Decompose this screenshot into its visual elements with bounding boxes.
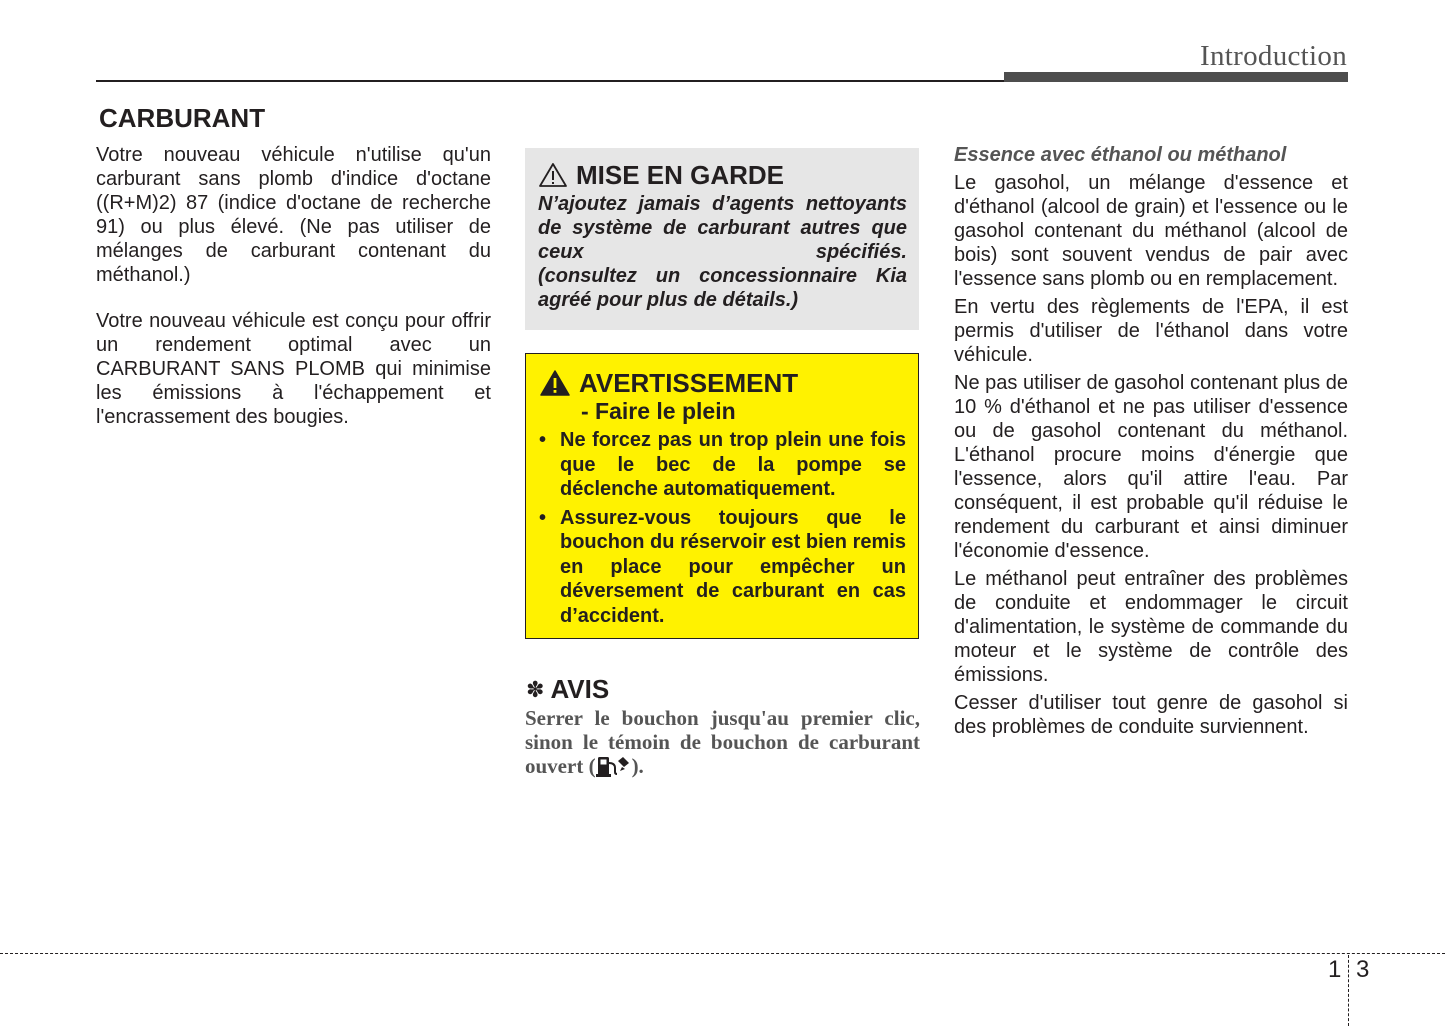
warning-subtitle: - Faire le plein — [581, 398, 736, 424]
page-number: 3 — [1356, 956, 1370, 983]
section-number: 1 — [1328, 956, 1342, 983]
notice-text — [525, 706, 920, 778]
notice-text-main: Serrer le bouchon jusqu'au premier clic, sinon le témoin de bouchon de carburant ouvert ( — [525, 706, 920, 778]
section-title: CARBURANT — [99, 103, 266, 133]
list-item: • Assurez-vous toujours que le bouchon du réservoir est bien remis en place pour empêcher un déversement de carburant en cas d’accident. — [539, 506, 906, 629]
notice-title: AVIS — [550, 674, 610, 704]
notice-header — [526, 674, 609, 705]
caution-box — [525, 148, 919, 330]
list-item: • Ne forcez pas un trop plein une fois que le bec de la pompe se déclenche automatiquement. — [539, 428, 906, 502]
page-number-divider — [1348, 955, 1349, 1026]
paragraph: Cesser d'utiliser tout genre de gasohol si des problèmes de conduite surviennent. — [954, 692, 1348, 738]
paragraph: Votre nouveau véhicule n'utilise qu'un carburant sans plomb d'indice d'octane ((R+M)2) 87 (indice d'octane de recherche 91) ou plus élevé. (Ne pas utiliser de mélanges de carburant contenant du méthanol.) — [96, 144, 491, 286]
warning-list — [539, 428, 906, 628]
header-rule — [96, 80, 1004, 82]
subsection-title: Essence avec éthanol ou méthanol — [954, 144, 1287, 166]
warning-box — [525, 353, 919, 639]
notice-text-end: ). — [631, 754, 644, 778]
footer-divider — [0, 953, 1445, 954]
caution-text-note: (consultez un concessionnaire Kia agréé pour plus de détails.) — [538, 265, 907, 311]
warning-triangle-icon — [539, 369, 571, 397]
column-left — [96, 143, 491, 429]
fuel-cap-open-icon — [596, 755, 632, 777]
warning-title: AVERTISSEMENT — [579, 368, 799, 398]
caution-triangle-icon — [538, 162, 568, 188]
header-bar — [1004, 72, 1348, 82]
paragraph: Le gasohol, un mélange d'essence et d'éthanol (alcool de grain) et l'essence ou le gasohol contenant du méthanol (alcool de bois) sont souvent vendus de pair avec l'essence sans plomb ou en remplacement. — [954, 172, 1348, 290]
caution-text: N’ajoutez jamais d’agents nettoyants de système de carburant autres que ceux spécifiés. — [538, 193, 907, 263]
caution-header — [538, 160, 907, 190]
caution-title: MISE EN GARDE — [576, 160, 785, 190]
header-title: Introduction — [1200, 40, 1347, 72]
notice-star-icon: ✽ — [526, 676, 545, 702]
paragraph: Ne pas utiliser de gasohol contenant plus de 10 % d'éthanol et ne pas utiliser d'essence ou de gasohol contenant du méthanol. L'éthanol procure moins d'énergie que l'essence, alors qu'il attire l'eau. Par conséquent, il est probable qu'il réduise le rendement du carburant et ainsi diminuer l'économie d'essence. — [954, 372, 1348, 562]
paragraph: Le méthanol peut entraîner des problèmes de conduite et endommager le circuit d'alimentation, le système de commande du moteur et le système de contrôle des émissions. — [954, 568, 1348, 686]
column-right — [954, 143, 1348, 743]
paragraph: En vertu des règlements de l'EPA, il est permis d'utiliser de l'éthanol dans votre véhicule. — [954, 296, 1348, 366]
paragraph: Votre nouveau véhicule est conçu pour offrir un rendement optimal avec un CARBURANT SANS PLOMB qui minimise les émissions à l'échappement et l'encrassement des bougies. — [96, 310, 491, 428]
warning-header — [539, 368, 906, 398]
